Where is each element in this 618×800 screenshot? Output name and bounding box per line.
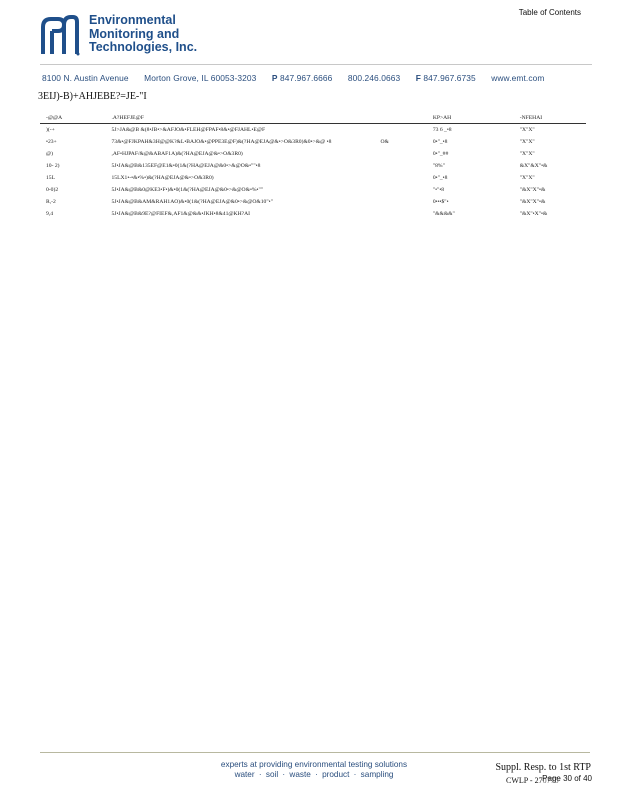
table-header-row	[40, 113, 586, 124]
company-name-line-2: Monitoring and	[89, 26, 180, 41]
table-cell: 5J>JA&@B &(8•JB•>&AFJO&•FLEH@FPAF•8&•@FJAHL•E@F	[111, 127, 266, 133]
table-cell: 0•"_•8	[432, 175, 448, 181]
emt-logo-icon	[40, 14, 80, 56]
address: 8100 N. Austin Avenue	[42, 73, 129, 83]
table-row	[40, 172, 586, 184]
column-header: -@@A	[40, 113, 105, 124]
table-cell: "&X"•X"•&	[519, 211, 548, 217]
table-cell: 0-0)2	[46, 187, 59, 193]
table-cell: 15LX1•-•&•%•)&(?HA@EJA@&•>O&3R0)	[111, 175, 214, 181]
table-cell: O&	[380, 139, 389, 145]
table-cell: )(-+	[46, 127, 55, 133]
supplement-label: Suppl. Resp. to 1st RTP	[495, 762, 591, 773]
table-cell: "&X"X"•&	[519, 187, 546, 193]
table-cell: "&X"X"•&	[519, 199, 546, 205]
table-row	[40, 160, 586, 172]
table-cell	[374, 184, 426, 196]
table-cell	[374, 172, 426, 184]
column-header: KP>AH	[427, 113, 514, 124]
table-cell	[374, 208, 426, 220]
table-row	[40, 136, 586, 148]
company-name	[89, 14, 197, 55]
table-cell: "X"X"	[519, 151, 535, 157]
table-cell: 73 6 _•8	[432, 127, 452, 133]
document-heading: 3EIJ)-B)+AHJEBE?=JE-"I	[38, 91, 147, 102]
table-cell: R,-2	[46, 199, 56, 205]
company-name-line-1: Environmental	[89, 13, 176, 27]
footer-services: water · soil · waste · product · sampling	[234, 770, 394, 779]
website-link[interactable]: www.emt.com	[491, 73, 545, 83]
footer-divider	[40, 752, 590, 753]
table-cell	[374, 148, 426, 160]
certification-table	[40, 113, 586, 220]
table-row	[40, 124, 586, 137]
fax	[416, 73, 476, 83]
table-cell: 0•••$"•	[432, 199, 449, 205]
table-row	[40, 184, 586, 196]
table-cell: 73&•@FJKPAH&3H@@K?&L•BAJO&•@PPE3E@F)&(?HA@EJA@&•>O&3R0)&0•>&@ •8	[111, 139, 332, 145]
table-cell: 0•"_##	[432, 151, 449, 157]
company-name-line-3: Technologies, Inc.	[89, 40, 198, 54]
table-row	[40, 208, 586, 220]
table-cell: •23+	[46, 139, 57, 145]
tollfree-number: 800.246.0663	[347, 73, 401, 83]
table-of-contents-link[interactable]: Table of Contents	[518, 8, 581, 17]
table-cell: 9,4	[46, 211, 53, 217]
table-cell: 5J•JA&@B&AM&RAH1AO)&•0(1&(?HA@EJA@&0•>&@O&10"•"	[111, 199, 273, 205]
table-cell: ,AF•HJPAF/&@&ABAF1A)&(?HA@EJA@&•>O&3R0)	[111, 151, 243, 157]
phone-number: 847.967.6666	[279, 73, 333, 83]
table-cell	[374, 124, 426, 137]
footer-tagline: experts at providing environmental testing solutions	[220, 760, 408, 769]
table-cell: @)	[46, 151, 54, 157]
table-cell	[374, 196, 426, 208]
phone	[272, 73, 333, 83]
table-row	[40, 196, 586, 208]
table-cell: "8%"	[432, 163, 445, 169]
table-cell: "•"•8	[432, 187, 445, 193]
contact-bar	[42, 73, 544, 83]
table-cell: 0•"_•8	[432, 139, 448, 145]
table-cell: 5J•JA&@B&9E?@FIEF&,AF1&@&&•JKH•8&41@KH?AI	[111, 211, 250, 217]
table-cell: 15L	[46, 175, 56, 181]
table-cell: "X"X"	[519, 127, 535, 133]
table-cell: "X"X"	[519, 139, 535, 145]
city-state-zip: Morton Grove, IL 60053-3203	[144, 73, 257, 83]
table-cell: 10- 2)	[46, 163, 60, 169]
table-cell: "X"X"	[519, 175, 535, 181]
column-header	[374, 113, 426, 124]
table-cell	[374, 160, 426, 172]
column-header: -NFEHAI	[514, 113, 586, 124]
table-cell: "&&&&"	[432, 211, 455, 217]
bates-number: CWLP - 270775	[506, 776, 559, 785]
table-row	[40, 148, 586, 160]
table-cell: 5J•JA&@B&0@KE3•F•)&•0(1&(?HA@EJA@&0•>&@O&•%•""	[111, 187, 264, 193]
fax-prefix: F	[415, 73, 421, 83]
table-cell: 5J•JA&@B&135EF@E1&•0(1&(?HA@EJA@&0•>&@O&•""•8	[111, 163, 261, 169]
phone-prefix: P	[271, 73, 278, 83]
column-header: .A?HEFJE@F	[105, 113, 374, 124]
page-number: Page 30 of 40	[542, 774, 592, 783]
header-divider	[40, 64, 592, 65]
fax-number: 847.967.6735	[423, 73, 476, 83]
table-cell: &X"&X"•&	[519, 163, 548, 169]
